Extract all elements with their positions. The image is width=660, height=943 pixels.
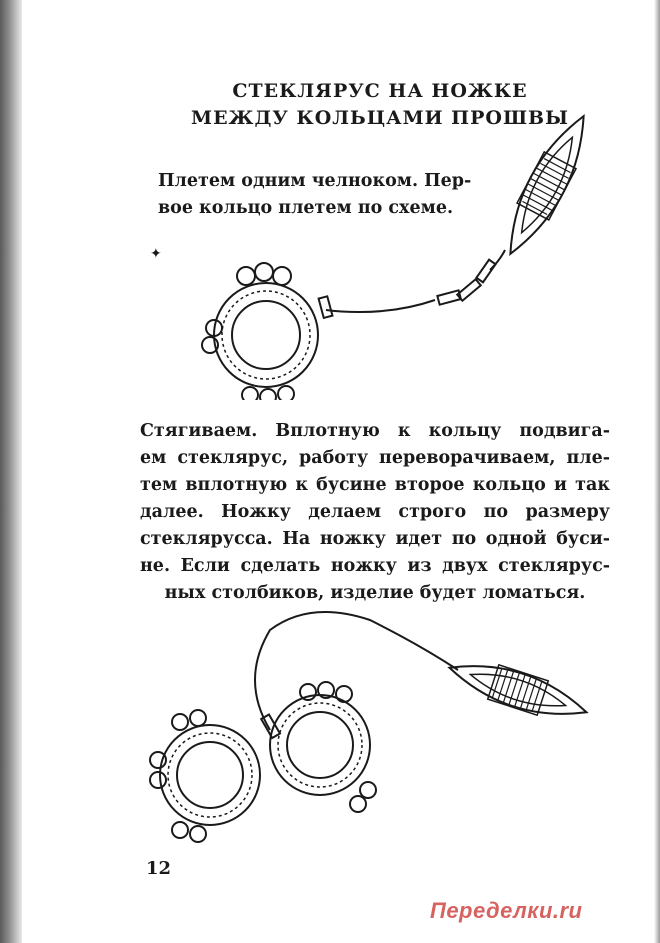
page-right-edge [654,0,660,943]
paragraph-1-line: вое кольцо плетем по схеме. [158,198,454,218]
paragraph-2-line: стеклярусса. На ножку идет по одной буси- [140,529,610,549]
paragraph-2-line: не. Если сделать ножку из двух стеклярус- [140,556,610,576]
watermark: Переделки.ru [430,898,583,923]
paragraph-1-line: Плетем одним челноком. Пер- [158,171,472,191]
ink-speck: ✦ [150,246,162,262]
paragraph-2 [140,418,610,607]
title-line-2: МЕЖДУ КОЛЬЦАМИ ПРОШВЫ [191,107,569,129]
paragraph-2-line: ных столбиков, изделие будет ломаться. [164,583,586,603]
shuttle-with-two-rings-icon [140,600,600,850]
paragraph-2-line: ем стеклярус, работу переворачиваем, пле- [140,448,610,468]
shuttle-with-one-ring-icon [180,100,620,400]
page-number: 12 [146,858,172,879]
paragraph-2-line: тем вплотную к бусине второе кольцо и так [140,475,610,495]
page-binding-edge [0,0,22,943]
title-line-1: СТЕКЛЯРУС НА НОЖКЕ [232,80,528,102]
paragraph-2-line: далее. Ножку делаем строго по размеру [140,502,610,522]
paragraph-2-line: Стягиваем. Вплотную к кольцу подвига- [140,421,610,441]
